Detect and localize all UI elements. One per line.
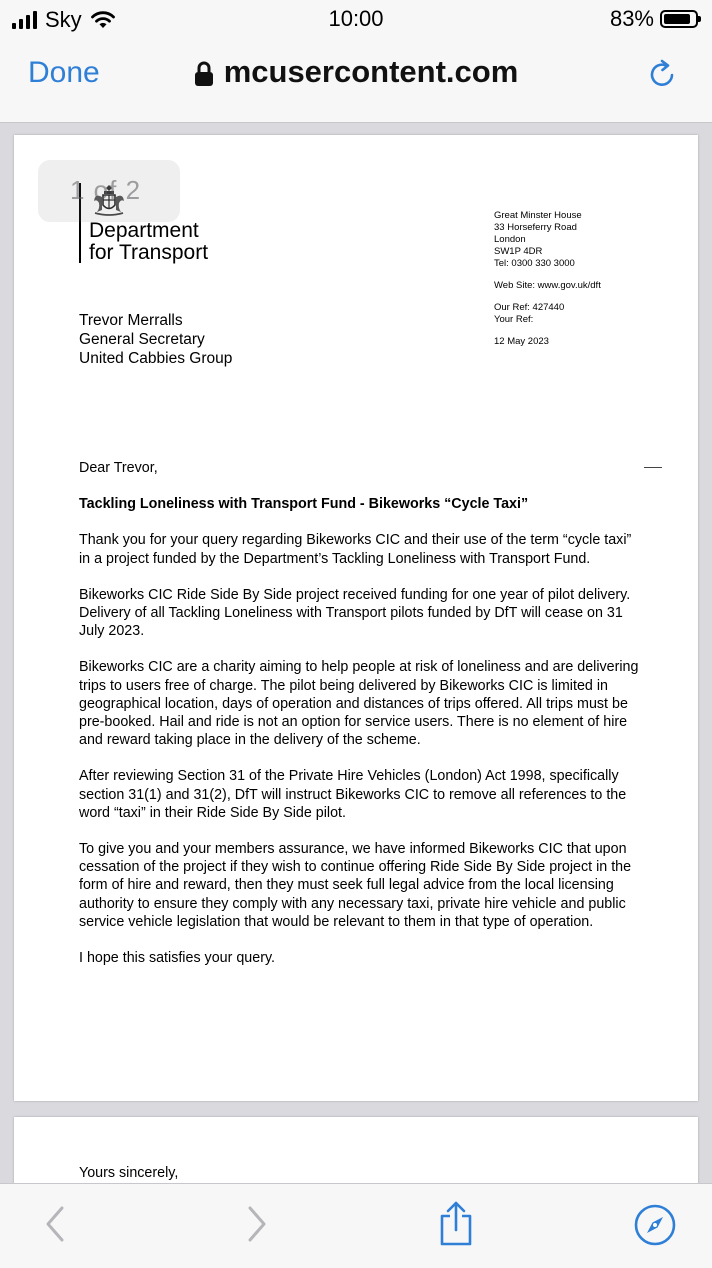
our-ref: Our Ref: 427440 [494, 302, 565, 313]
done-button[interactable]: Done [28, 56, 100, 89]
your-ref: Your Ref: [494, 314, 534, 325]
pdf-page-1 [14, 135, 698, 1101]
margin-mark [644, 467, 662, 468]
battery-percent: 83% [609, 6, 654, 31]
chevron-left-icon[interactable] [40, 1202, 70, 1246]
letter-date: 12 May 2023 [494, 336, 549, 347]
address-website: Web Site: www.gov.uk/dft [494, 280, 601, 291]
address-tel: Tel: 0300 330 3000 [494, 258, 575, 269]
dept-name-line2: for Transport [89, 241, 209, 264]
address-line: London [494, 234, 526, 245]
battery-group [610, 6, 698, 32]
address-line: 33 Horseferry Road [494, 222, 577, 233]
dept-name-line1: Department [89, 219, 199, 242]
letter-body [79, 459, 644, 985]
carrier-name: Sky [45, 7, 82, 32]
paragraph: Bikeworks CIC Ride Side By Side project received funding for one year of pilot delivery. Delivery of all Tackling Loneliness with Transport pilots funded by DfT will cease on 31 July 2023. [79, 586, 631, 640]
paragraph: Bikeworks CIC are a charity aiming to help people at risk of loneliness and are delivering trips to users free of charge. The pilot being delivered by Bikeworks CIC is limited in geographical location, days of operation and distances of trips offered. All trips must be pre-booked. Hail and ride is not an option for service users. There is no element of hire and reward taking place in the delivery of the scheme. [79, 659, 639, 749]
salutation: Dear Trevor, [79, 460, 158, 476]
pdf-page-2 [14, 1117, 698, 1183]
recipient-block [79, 311, 232, 368]
status-bar [0, 0, 712, 40]
browser-toolbar [0, 1183, 712, 1268]
recipient-org: United Cabbies Group [79, 350, 233, 367]
address-line: SW1P 4DR [494, 246, 543, 257]
letter-subject: Tackling Loneliness with Transport Fund - Bikeworks “Cycle Taxi” [79, 496, 529, 513]
paragraph: I hope this satisfies your query. [79, 950, 276, 967]
paragraph: To give you and your members assurance, we have informed Bikeworks CIC that upon cessation of the project if they wish to continue offering Ride Side By Side project in the form of hire and reward, then they must seek full legal advice from the local licensing authority to ensure they comply with any necessary taxi, private hire vehicle and public service vehicle legislation that would be relevant to them in that type of operation. [79, 841, 632, 930]
compass-icon[interactable] [632, 1202, 678, 1248]
page-indicator-text: 1 of 2 [70, 175, 142, 205]
url-display[interactable] [0, 54, 712, 90]
signoff: Yours sincerely, [79, 1165, 179, 1181]
pdf-viewer[interactable] [0, 123, 712, 1183]
reload-icon[interactable] [646, 58, 678, 90]
url-text: mcusercontent.com [223, 54, 519, 89]
chevron-right-icon[interactable] [242, 1202, 272, 1246]
browser-nav-bar [0, 40, 712, 123]
recipient-title: General Secretary [79, 331, 205, 348]
address-line: Great Minster House [494, 210, 582, 221]
recipient-name: Trevor Merralls [79, 312, 183, 329]
paragraph: Thank you for your query regarding Bikeworks CIC and their use of the term “cycle taxi” in a project funded by the Department’s Tackling Loneliness with Transport Fund. [79, 532, 632, 567]
lock-icon [194, 61, 214, 87]
clock: 10:00 [328, 6, 384, 31]
share-icon[interactable] [436, 1200, 476, 1248]
battery-icon [660, 10, 698, 28]
sender-address [494, 210, 601, 348]
paragraph: After reviewing Section 31 of the Private Hire Vehicles (London) Act 1998, specifically section 31(1) and 31(2), DfT will instruct Bikeworks CIC to remove all references to the word “taxi” in their Ride Side By Side pilot. [79, 768, 627, 821]
page-indicator [38, 160, 180, 222]
